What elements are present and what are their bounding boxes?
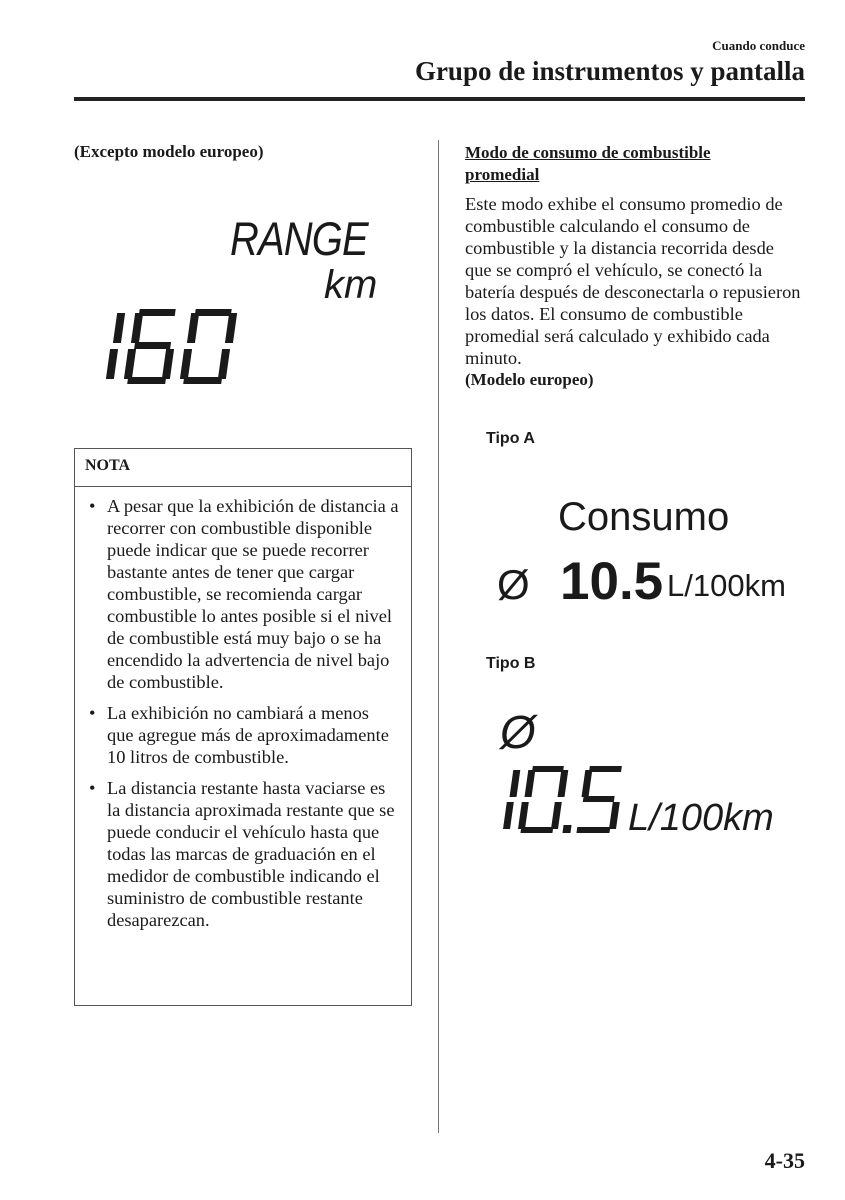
segment — [127, 377, 166, 384]
fuel-mode-heading: Modo de consumo de combustible promedial — [465, 143, 711, 184]
section-label: Cuando conduce — [712, 38, 805, 53]
tipo-b-unit: L/100km — [628, 797, 774, 839]
segment — [583, 796, 615, 802]
segment — [124, 349, 136, 379]
page-number: 4-35 — [764, 1148, 805, 1173]
segment — [134, 342, 171, 349]
note-item: • A pesar que la exhibición de distancia a recorrer con combustible disponible puede indicar que se puede recorrer bastante antes de tener que cargar combustible, se recomienda cargar combustible lo antes posible si el nivel de combustible está muy bajo o se ha encendido la advertencia de nivel bajo de combustible. — [87, 495, 399, 693]
segment — [582, 770, 593, 797]
average-symbol-icon: Ø — [500, 706, 536, 758]
segment — [576, 827, 610, 833]
segment — [218, 349, 230, 379]
segment — [503, 802, 514, 829]
segment — [131, 313, 143, 343]
consumo-caption: Consumo — [558, 495, 730, 539]
segment — [589, 766, 622, 772]
tipo-b-segment-display — [500, 765, 630, 842]
segment — [180, 349, 192, 379]
segment — [558, 770, 569, 797]
note-box — [74, 448, 412, 1006]
segment — [551, 802, 562, 829]
european-model-label: (Modelo europeo) — [465, 370, 594, 389]
segment — [520, 827, 553, 833]
left-subheading: (Excepto modelo europeo) — [74, 142, 264, 161]
tipo-b-label: Tipo B — [486, 655, 536, 672]
segment — [562, 825, 571, 833]
segment-digits — [500, 765, 630, 837]
segment — [525, 770, 536, 797]
tipo-a-unit: L/100km — [667, 568, 786, 603]
segment — [518, 802, 529, 829]
fuel-mode-description: Este modo exhibe el consumo promedio de combustible calculando el consumo de combustible y la distancia recorrida desde que se compró el vehículo, se conectó la batería después de desconectarla o repusieron los datos. El consumo de combustible promedial será calculado y exhibido cada minuto. — [465, 194, 801, 368]
range-label: RANGE — [230, 212, 368, 265]
segment — [139, 309, 176, 316]
segment — [225, 313, 237, 343]
segment — [113, 313, 125, 343]
note-title: NOTA — [75, 449, 411, 487]
segment — [162, 349, 174, 379]
average-symbol-icon: Ø — [497, 561, 530, 608]
page-title: Grupo de instrumentos y pantalla — [414, 56, 805, 86]
note-list — [75, 487, 411, 931]
header-rule — [74, 97, 805, 101]
segment — [532, 766, 564, 772]
column-divider — [438, 140, 439, 1133]
segment — [183, 377, 222, 384]
note-item: • La distancia restante hasta vaciarse es la distancia aproximada restante que se puede conducir el vehículo hasta que todas las marcas de graduación en el medidor de combustible indicando el suministro de combustible restante desaparezcan. — [87, 777, 399, 931]
segment — [106, 349, 118, 379]
segment — [195, 309, 232, 316]
range-unit: km — [324, 263, 378, 307]
range-display-illustration — [90, 205, 410, 395]
range-value-segment-display — [100, 307, 250, 392]
segment-digits — [100, 307, 250, 387]
segment — [510, 770, 521, 797]
note-item: • La exhibición no cambiará a menos que agregue más de aproximadamente 10 litros de combustible. — [87, 702, 399, 768]
segment — [187, 313, 199, 343]
segment — [609, 802, 620, 829]
tipo-a-value: 10.5 — [560, 552, 664, 611]
tipo-a-label: Tipo A — [486, 430, 535, 447]
